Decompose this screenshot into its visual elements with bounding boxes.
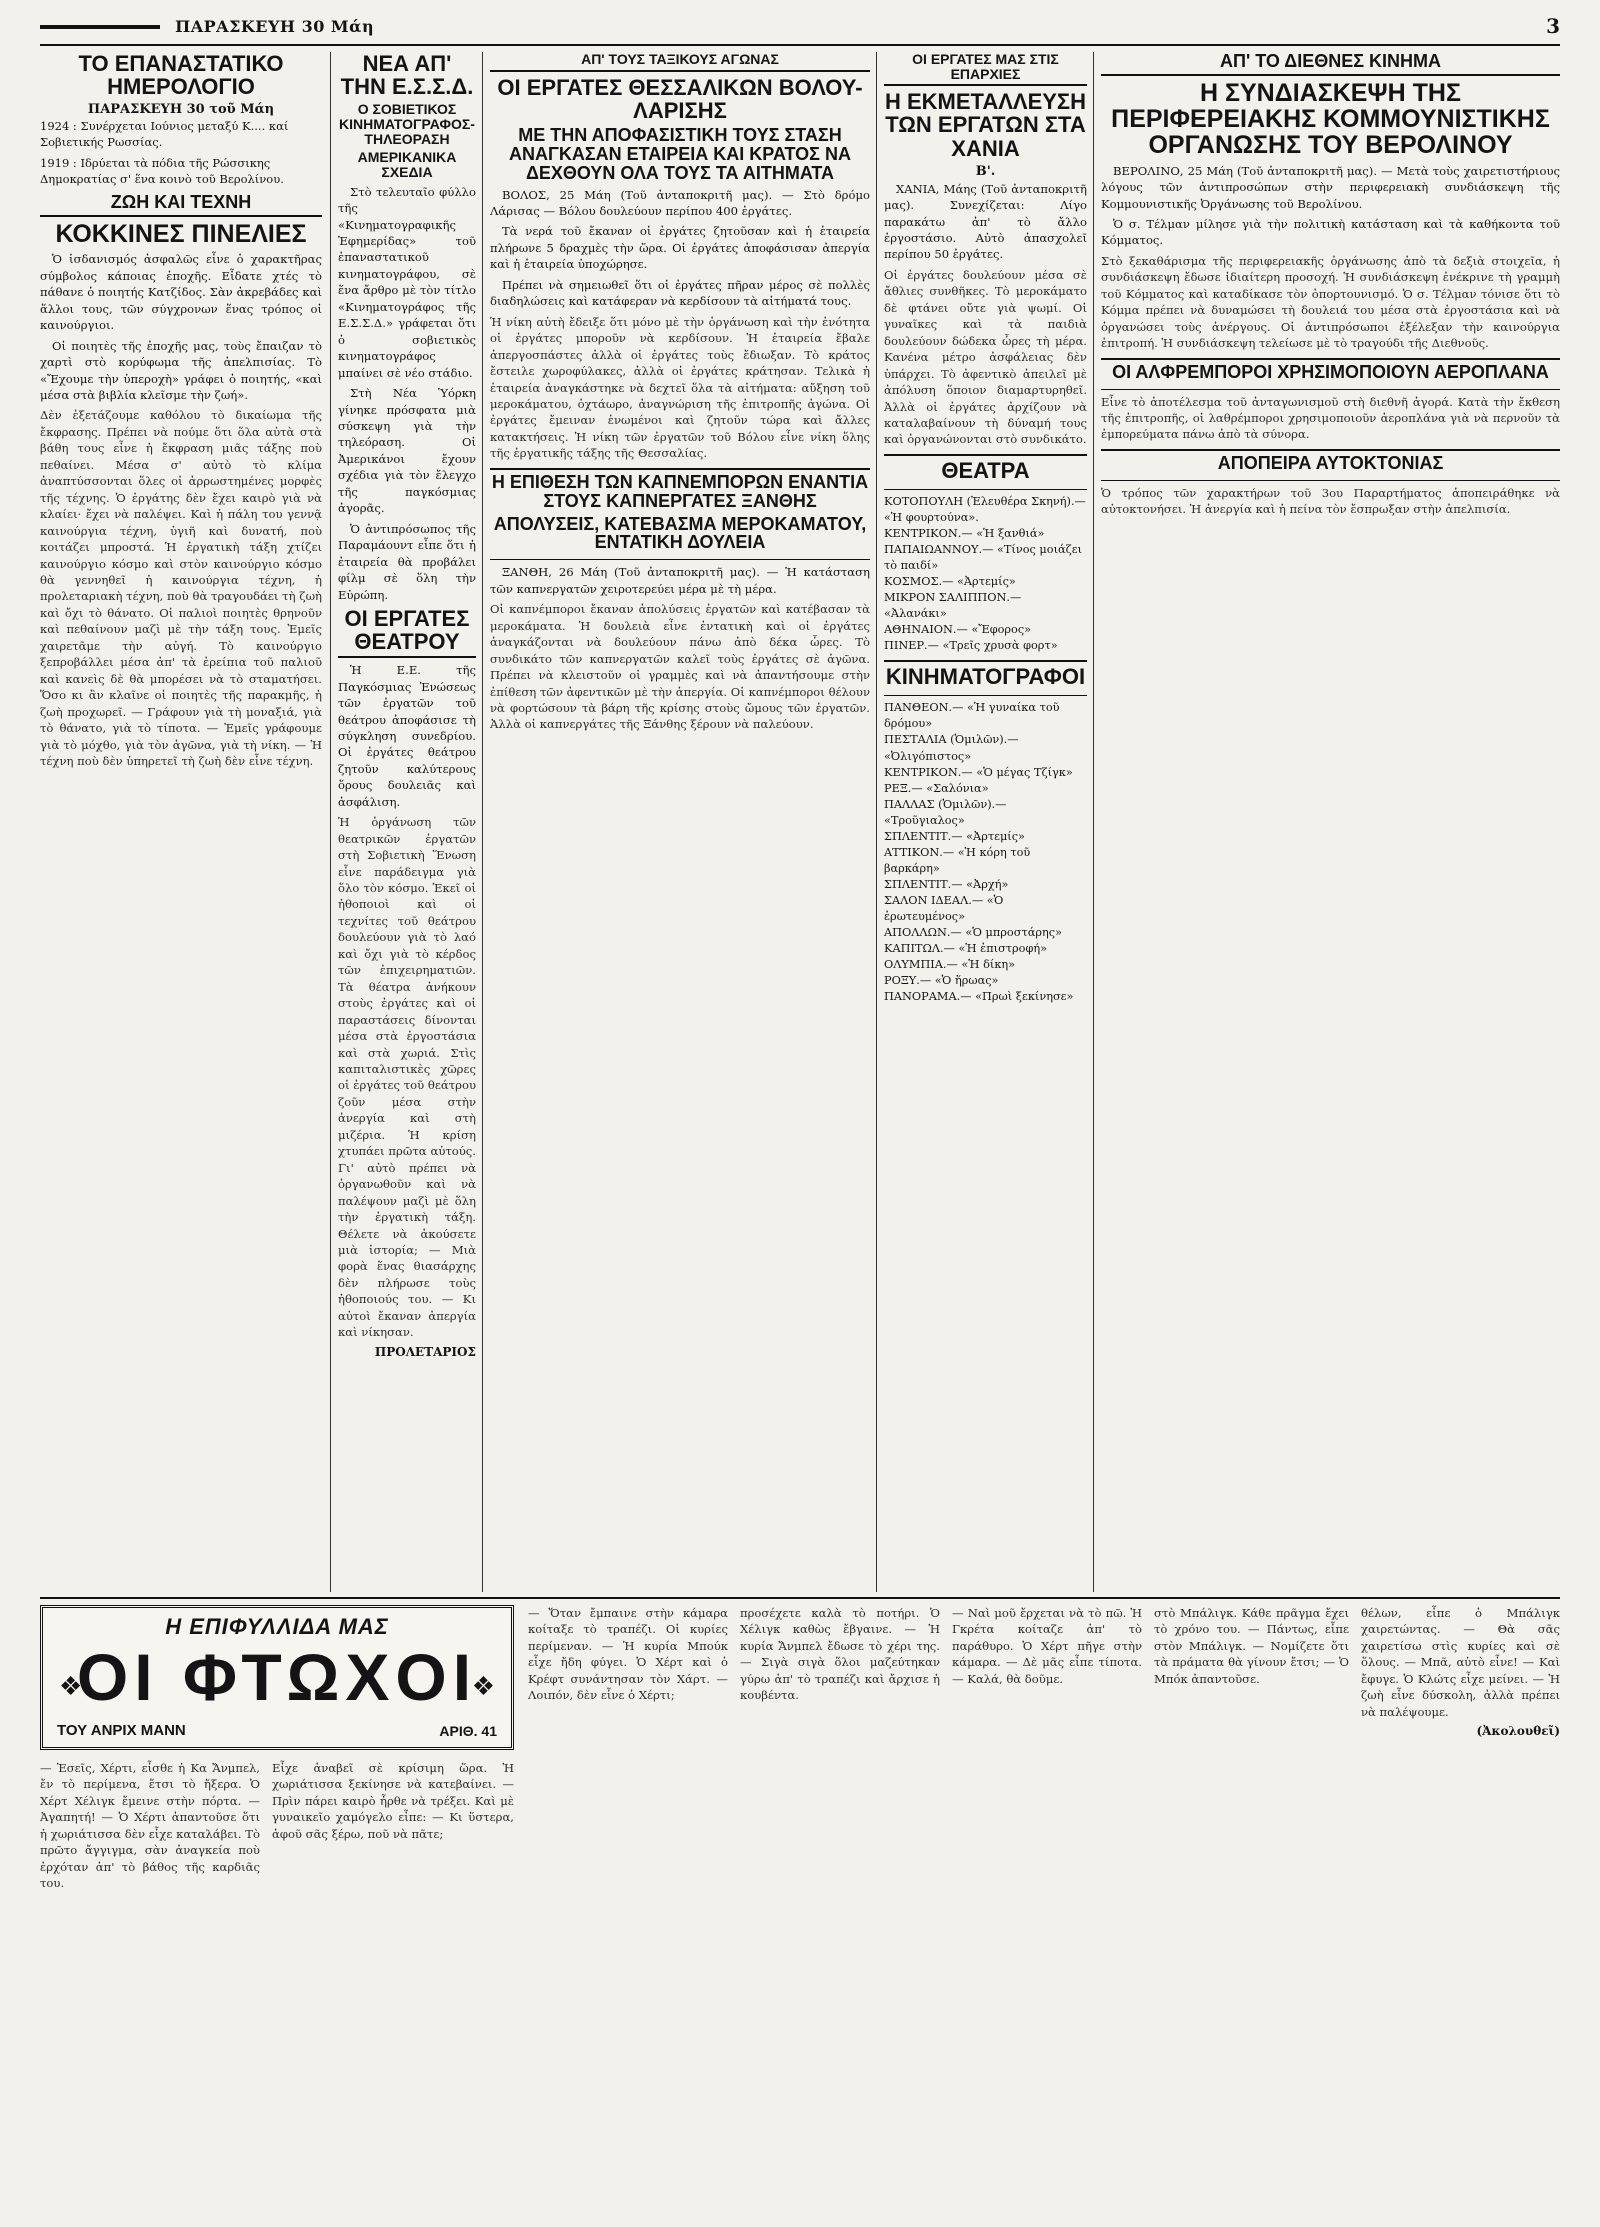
- feuilleton-column: [1154, 1605, 1349, 2215]
- chania-headline: Η ΕΚΜΕΤΑΛΛΕΥΣΗ ΤΩΝ ΕΡΓΑΤΩΝ ΣΤΑ ΧΑΝΙΑ: [884, 89, 1087, 161]
- listing-item: ΡΕΞ.— «Σαλόνια»: [884, 781, 989, 795]
- column-international: [1101, 52, 1560, 1587]
- listing-item: ΚΑΠΙΤΩΛ.— «Ἡ ἐπιστροφή»: [884, 941, 1048, 955]
- listing-item: ΚΟΣΜΟΣ.— «Ἀρτεμίς»: [884, 575, 1016, 589]
- listing-item: ΠΕΣΤΑΛΙΑ (Ὁμιλῶν).— «Ὀλιγόπιστος»: [884, 733, 1019, 763]
- suicide-attempt-headline: ΑΠΟΠΕΙΡΑ ΑΥΤΟΚΤΟΝΙΑΣ: [1217, 452, 1444, 473]
- cinemas-listing: [884, 700, 1087, 1005]
- listing-item: ΜΙΚΡΟΝ ΣΑΛΙΠΠΟΝ.— «Ἀλανάκι»: [884, 591, 1022, 621]
- column-rule: [1093, 52, 1094, 1592]
- article-paragraph: Στὸ τελευταῖο φύλλο τῆς «Κινηματογραφικῆς Ἐφημερίδας» τοῦ ἐπαναστατικοῦ κινηματογράφου, σὲ ἕνα ἄρθρο μὲ τὸν τίτλο «Κινηματογράφος τῆς Ε.Σ.Σ.Δ.» γράφεται ὅτι ὁ σοβιετικὸς κινηματογράφος μπαίνει σὲ νέο στάδιο.: [338, 184, 476, 380]
- issue-date: ΠΑΡΑΣΚΕΥΗ 30 Μάη: [175, 16, 375, 36]
- listing-item: ΣΠΛΕΝΤΙΤ.— «Ἀρτεμίς»: [884, 829, 1025, 843]
- berlin-conference-headline: Η ΣΥΝΔΙΑΣΚΕΨΗ ΤΗΣ ΠΕΡΙΦΕΡΕΙΑΚΗΣ ΚΟΜΜΟΥΝΙΣΤΙΚΗΣ ΟΡΓΑΝΩΣΗΣ ΤΟΥ ΒΕΡΟΛΙΝΟΥ: [1111, 78, 1550, 160]
- article-signature: ΠΡΟΛΕΤΑΡΙΟΣ: [374, 1344, 476, 1359]
- feuilleton-text: στὸ Μπάλιγκ. Κάθε πρᾶγμα ἔχει τὸ χρόνο του. — Πάντως, εἶπε στὸν Μπάλιγκ. — Νομίζετε ὅτι τὰ πράματα θὰ γίνουν ἔτσι; — Ὁ Μπόκ ἀπαντοῦσε.: [1154, 1606, 1349, 1686]
- column-rule: [876, 52, 877, 1592]
- calendar-subheader: ΠΑΡΑΣΚΕΥΗ 30 τοῦ Μάη: [87, 102, 275, 118]
- article-paragraph: Οἱ ποιητὲς τῆς ἐποχῆς μας, τοὺς ἔπαιζαν τὸ χαρτὶ στὸ κορύφωμα τῆς ἀπελπισίας. Τὸ «Ἔχουμε τὴν ὑπεροχὴ» γράφει ὁ ποιητής, «καὶ μέσα στὰ βιβλία κλεῖσμε τὴν ζωή».: [40, 338, 322, 403]
- feuilleton-column: [740, 1605, 940, 2215]
- feuilleton-column: [272, 1760, 514, 2215]
- listing-item: ΣΑΛΟΝ ΙΔΕΑΛ.— «Ὁ ἐρωτευμένος»: [884, 893, 1004, 923]
- column-rule: [330, 52, 331, 1592]
- listing-item: ΚΕΝΤΡΙΚΟΝ.— «Ὁ μέγας Τζίγκ»: [884, 765, 1073, 779]
- listing-item: ΑΘΗΝΑΙΟΝ.— «Ἔφορος»: [884, 623, 1032, 637]
- smugglers-box: [1101, 358, 1560, 390]
- article-body: Οἱ καπνέμποροι ἔκαναν ἀπολύσεις ἐργατῶν καὶ κατέβασαν τὰ μεροκάματα. Ἡ δουλειὰ εἶνε ἐντατικὴ καὶ οἱ ἐργάτες ἀναγκάζονται νὰ δουλεύουν πάνω ἀπὸ δέκα ὧρες. Τὸ συνδικάτο τῶν καπνεργατῶν καλεῖ τοὺς ἐργάτες σὲ ἀγῶνα. Πρέπει νὰ κλειστοῦν οἱ γραμμὲς καὶ νὰ ἀπαντήσουμε στὴν ἐπίθεση τῶν ἀφεντικῶν μὲ τὴν ἀπεργία. Οἱ καπνέμποροι θέλουν νὰ φορτώσουν τὰ βάρη τῆς κρίσης στοὺς ὤμους τῶν ἐργατῶν. Ἀλλὰ οἱ καπνεργάτες τῆς Ξάνθης ξέρουν νὰ παλεύουν.: [490, 602, 870, 732]
- listing-item: ΚΟΤΟΠΟΥΛΗ (Ἐλευθέρα Σκηνή).— «Ἡ φουρτούνα».: [884, 495, 1086, 525]
- article-paragraph: Ἡ Ε.Ε. τῆς Παγκόσμιας Ἐνώσεως τῶν ἐργατῶν τοῦ θεάτρου ἀποφάσισε τὴ σύγκληση συνεδρίου. Οἱ ἐργάτες θεάτρου ζητοῦν καλύτερους ὅρους δουλειᾶς καὶ ἀσφάλιση.: [338, 663, 476, 809]
- article-body: Εἶνε τὸ ἀποτέλεσμα τοῦ ἀνταγωνισμοῦ στὴ διεθνῆ ἀγορά. Κατὰ τὴν ἔκθεση τῆς ἐπιτροπῆς, οἱ λαθρέμποροι χρησιμοποιοῦν ἀεροπλάνα γιὰ νὰ περνοῦν τὰ ἐμπορεύματα πάνω ἀπὸ τὰ σύνορα.: [1101, 394, 1560, 442]
- listing-item: ΟΛΥΜΠΙΑ.— «Ἡ δίκη»: [884, 957, 1016, 971]
- feuilleton-text: — Ὅταν ἔμπαινε στὴν κάμαρα κοίταξε τὸ τραπέζι. Οἱ κυρίες περίμεναν. — Ἡ κυρία Μπούκ εἶχε ἤδη φύγει. Ὁ Χέρτ καὶ ὁ Κρέφτ συνάντησαν τὸν Χάρτ. — Λοιπόν, δὲν εἶνε ὁ Χέρτι;: [528, 1606, 728, 1703]
- suicide-attempt-box: [1101, 449, 1560, 481]
- cinemas-header: ΚΙΝΗΜΑΤΟΓΡΑΦΟΙ: [885, 664, 1086, 690]
- listing-item: ΡΟΞΥ.— «Ὁ ἥρωας»: [884, 973, 999, 987]
- theatre-workers-header: ΟΙ ΕΡΓΑΤΕΣ ΘΕΑΤΡΟΥ: [338, 607, 476, 658]
- article-paragraph: Ὁ σ. Τέλμαν μίλησε γιὰ τὴν πολιτικὴ κατάσταση καὶ τὰ καθήκοντα τοῦ Κόμματος.: [1101, 217, 1560, 248]
- international-kicker: ΑΠ' ΤΟ ΔΙΕΘΝΕΣ ΚΙΝΗΜΑ: [1101, 52, 1560, 76]
- volos-larissa-subheadline: ΜΕ ΤΗΝ ΑΠΟΦΑΣΙΣΤΙΚΗ ΤΟΥΣ ΣΤΑΣΗ ΑΝΑΓΚΑΣΑΝ ΕΤΑΙΡΕΙΑ ΚΑΙ ΚΡΑΤΟΣ ΝΑ ΔΕΧΘΟΥΝ ΟΛΑ ΤΟΥΣ ΤΑ ΑΙΤΗΜΑΤΑ: [509, 124, 851, 183]
- article-dateline: ΒΟΛΟΣ, 25 Μάη (Τοῦ ἀνταποκριτῆ μας). — Στὸ δρόμο Λάρισας — Βόλου δουλεύουν περίπου 400 ἐργάτες.: [490, 187, 870, 218]
- soviet-cinema-subheader: Ο ΣΟΒΙΕΤΙΚΟΣ ΚΙΝΗΜΑΤΟΓΡΑΦΟΣ-ΤΗΛΕΟΡΑΣΗ: [339, 101, 475, 147]
- feuilleton-number: ΑΡΙΘ. 41: [439, 1723, 497, 1739]
- smugglers-headline: ΟΙ ΑΛΦΡΕΜΠΟΡΟΙ ΧΡΗΣΙΜΟΠΟΙΟΥΝ ΑΕΡΟΠΛΑΝΑ: [1112, 361, 1549, 382]
- article-dateline: ΞΑΝΘΗ, 26 Μάη (Τοῦ ἀνταποκριτῆ μας). — Ἡ κατάσταση τῶν καπνεργατῶν χειροτερεύει μέρα μὲ τὴ μέρα.: [490, 565, 870, 596]
- feuilleton-text: προσέχετε καλὰ τὸ ποτήρι. Ὁ Χέλιγκ καθὼς ἔβγαινε. — Ἡ κυρία Ἄνμπελ ἔδωσε τὸ χέρι της. — Σιγὰ σιγὰ ὅλοι μαζεύτηκαν γύρω ἀπ' τὸ τραπέζι καὶ ἄρχισε ἡ κουβέντα.: [740, 1606, 940, 1703]
- listing-item: ΑΠΟΛΛΩΝ.— «Ὁ μπροστάρης»: [884, 925, 1062, 939]
- xanthi-article-header: [490, 468, 870, 561]
- cinemas-box: [884, 660, 1087, 696]
- column-ussr-news: [338, 52, 476, 1587]
- theatres-listing: [884, 494, 1087, 654]
- theatres-header: ΘΕΑΤΡΑ: [941, 457, 1030, 483]
- column-class-struggles: [490, 52, 870, 1587]
- column-rule: [482, 52, 483, 1592]
- xanthi-headline: Η ΕΠΙΘΕΣΗ ΤΩΝ ΚΑΠΝΕΜΠΟΡΩΝ ΕΝΑΝΤΙΑ ΣΤΟΥΣ ΚΑΠΝΕΡΓΑΤΕΣ ΞΑΝΘΗΣ: [491, 471, 869, 511]
- article-paragraph: Ὁ ἀντιπρόσωπος τῆς Παραμάουντ εἶπε ὅτι ἡ ἐταιρεία θὰ προβάλει φίλμ σὲ ὅλη τὴν Εὐρώπη.: [338, 521, 476, 602]
- ornament-icon: ❖: [59, 1672, 83, 1702]
- page-number: 3: [1546, 14, 1560, 38]
- article-body: Στὸ ξεκαθάρισμα τῆς περιφερειακῆς ὀργάνωσης ἀπὸ τὰ δεξιὰ στοιχεῖα, ἡ συνδιάσκεψη ἔδωσε ἰδιαίτερη προσοχή. Ἡ συνδιάσκεψη ἐνέκρινε τὴ γραμμὴ τοῦ Κόμματος καὶ καταδίκασε τὸν ὀπορτουνισμό. Ὁ σ. Τέλμαν τόνισε ὅτι τὸ Κόμμα πρέπει νὰ δυναμώσει τὴ δουλειά του μέσα στὰ ἐργοστάσια καὶ νὰ ὀργανώσει τοὺς ἀνέργους. Οἱ ἀντιπρόσωποι ἐξέλεξαν τὴν καινούργια ἐπιτροπή. Ἡ συνδιάσκεψη τελείωσε μὲ τὸ τραγούδι τῆς Διεθνοῦς.: [1101, 253, 1560, 351]
- feuilleton-column: [528, 1605, 728, 2215]
- masthead-date-block: [40, 17, 374, 36]
- feuilleton-column: [1361, 1605, 1560, 2215]
- article-body: Ἡ ὀργάνωση τῶν θεατρικῶν ἐργατῶν στὴ Σοβιετικὴ Ἕνωση εἶνε παράδειγμα γιὰ ὅλο τὸν κόσμο. Ἐκεῖ οἱ ἠθοποιοὶ καὶ οἱ τεχνίτες τοῦ θεάτρου δουλεύουν γιὰ τὸ λαό καὶ ὄχι γιὰ τὸ κέρδος τῶν ἐπιχειρηματιῶν. Τὰ θέατρα ἀνήκουν στοὺς ἐργάτες καὶ οἱ παραστάσεις δίνονται μέσα στὰ ἐργοστάσια καὶ στὰ χωριά. Στὶς καπιταλιστικὲς χῶρες οἱ ἐργάτες τοῦ θεάτρου ζοῦν μέσα στὴν ἀνεργία καὶ στὴ μιζέρια. Ἡ κρίση χτυπάει πρῶτα αὐτούς. Γι' αὐτὸ πρέπει νὰ ὀργανωθοῦν καὶ νὰ παλέψουν μαζὶ μὲ ὅλη τὴν ἐργατικὴ τάξη. Θέλετε νὰ ἀκούσετε μιὰ ἱστορία; — Μιὰ φορὰ ἕνας θιασάρχης δὲν πλήρωσε τοὺς ἠθοποιούς του. — Κι αὐτοὶ ἔκαναν ἀπεργία καὶ νίκησαν.: [338, 815, 476, 1340]
- article-body: Ἡ νίκη αὐτὴ ἔδειξε ὅτι μόνο μὲ τὴν ὀργάνωση καὶ τὴν ἑνότητα οἱ ἐργάτες μποροῦν νὰ κερδίσουν. Ἡ ἑταιρεία ἔβαλε ἀπεργοσπάστες ἀλλὰ οἱ ἐργάτες τοὺς ἔδιωξαν. Τὸ κράτος ἔστειλε χωροφύλακες, ἀλλὰ οἱ ἐργάτες κράτησαν. Τελικὰ ἡ ἑταιρεία ἀναγκάστηκε νὰ δεχτεῖ ὅλα τὰ αἰτήματα: αὔξηση τοῦ μεροκάματου, ὀχτάωρο, ἀναγνώριση τῆς ἐπιτροπῆς ἀγώνα. Οἱ ἐργάτες ἔμειναν ἑνωμένοι καὶ ζητοῦν τώρα καὶ ἄλλες κατακτήσεις. Ἡ νίκη τῶν ἐργατῶν τοῦ Βόλου εἶνε νίκη ὅλης τῆς ἐργατικῆς τάξης τῆς Θεσσαλίας.: [490, 314, 870, 461]
- chania-part-number: Β'.: [975, 163, 996, 179]
- article-title-red-brushstrokes: ΚΟΚΚΙΝΕΣ ΠΙΝΕΛΙΕΣ: [55, 220, 307, 249]
- listing-item: ΠΑΠΑΙΩΑΝΝΟΥ.— «Τίνος μοιάζει τὸ παιδί»: [884, 543, 1083, 573]
- calendar-entry: 1919 : Ιδρύεται τὰ πόδια τῆς Ρώσσικης Δημοκρατίας σ' ἕνα κοινὸ τοῦ Βερολίνου.: [40, 156, 284, 186]
- volos-larissa-headline: ΟΙ ΕΡΓΑΤΕΣ ΘΕΣΣΑΛΙΚΩΝ ΒΟΛΟΥ-ΛΑΡΙΣΗΣ: [497, 74, 863, 123]
- feuilleton-title-box: [40, 1605, 514, 1750]
- feuilleton-text: — Ἐσεῖς, Χέρτι, εἶσθε ἡ Κα Ἄνμπελ, ἔν τὸ περίμενα, ἔτσι τὸ ἤξερα. Ὁ Χέρτ Χέλιγκ ἔμεινε στὴν πόρτα. — Ἀγαπητή! — Ὁ Χέρτι ἀπαντοῦσε ὅτι ἡ χωριάτισσα δὲν εἶχε καταλάβει. Τὸ πρῶτο ἄγγιγμα, σὰν ἀναγκεία ποὺ ἐρχόταν ἀπ' τὸ βάθος τῆς καρδιᾶς του.: [40, 1761, 260, 1891]
- article-body: Ὁ τρόπος τῶν χαρακτήρων τοῦ 3ου Παραρτήματος ἀποπειράθηκε νὰ αὐτοκτονήσει. Ἡ ἀνεργία καὶ ἡ πείνα τὸν ἔσπρωξαν στὴν ἀπελπισία.: [1101, 485, 1560, 517]
- article-paragraph: ΧΑΝΙΑ, Μάης (Τοῦ ἀνταποκριτῆ μας). Συνεχίζεται: Λίγο παρακάτω ἀπ' τὸ ἄλλο ἐργοστάσιο. Αὐτὸ ἀπασχολεῖ περίπου 50 ἐργάτες.: [884, 181, 1087, 262]
- continued-note: (Ἀκολουθεῖ): [1476, 1724, 1560, 1739]
- provinces-kicker: ΟΙ ΕΡΓΑΤΕΣ ΜΑΣ ΣΤΙΣ ΕΠΑΡΧΙΕΣ: [884, 52, 1087, 86]
- article-paragraph: Πρέπει νὰ σημειωθεῖ ὅτι οἱ ἐργάτες πῆραν μέρος σὲ πολλὲς διαδηλώσεις καὶ κατάφεραν νὰ κερδίσουν τὰ αἰτήματά τους.: [490, 277, 870, 309]
- listing-item: ΠΑΝΘΕΟΝ.— «Ἡ γυναίκα τοῦ δρόμου»: [884, 701, 1060, 731]
- theatres-box: [884, 454, 1087, 490]
- section-header-life-and-art: ΖΩΗ ΚΑΙ ΤΕΧΝΗ: [40, 193, 322, 217]
- xanthi-subheadline: ΑΠΟΛΥΣΕΙΣ, ΚΑΤΕΒΑΣΜΑ ΜΕΡΟΚΑΜΑΤΟΥ, ΕΝΤΑΤΙΚΗ ΔΟΥΛΕΙΑ: [493, 513, 867, 553]
- masthead-bar: [40, 25, 160, 29]
- article-paragraph: Στὴ Νέα Ὑόρκη γίνηκε πρόσφατα μιὰ σύσκεψη γιὰ τὴν τηλεόραση. Οἱ Ἀμερικάνοι ἔχουν σχέδια γιὰ τὸν ἔλεγχο τῆς παγκόσμιας ἀγορᾶς.: [338, 386, 476, 516]
- feuilleton-column: [952, 1605, 1142, 2215]
- listing-item: ΠΑΛΛΑΣ (Ὁμιλῶν).— «Τροῦγιαλος»: [884, 797, 1007, 827]
- feuilleton-text: — Ναὶ μοῦ ἔρχεται νὰ τὸ πῶ. Ἡ Γκρέτα κοίταζε ἀπ' τὸ παράθυρο. Ὁ Χέρτ πῆγε στὴν κάμαρα. — Δὲ μᾶς εἶπε τίποτα. — Καλά, θὰ δοῦμε.: [952, 1606, 1142, 1686]
- calendar-entry: 1924 : Συνέρχεται Ιούνιος μεταξύ Κ.... καί Σοβιετικής Ρωσσίας.: [40, 119, 289, 149]
- feuilleton-text: Εἶχε ἀναβεῖ σὲ κρίσιμη ὥρα. Ἡ χωριάτισσα ξεκίνησε νὰ κατεβαίνει. — Πρὶν πάρει καιρὸ ἦρθε νὰ τρέξει. Καὶ μὲ γυναικεῖο χαμόγελο εἶπε: — Κι ὕστερα, ἀφοῦ σᾶς ξέρω, ποῦ νὰ πᾶτε;: [272, 1761, 514, 1841]
- listing-item: ΠΙΝΕΡ.— «Τρεῖς χρυσὰ φορτ»: [884, 639, 1058, 653]
- listing-item: ΠΑΝΟΡΑΜΑ.— «Πρωὶ ξεκίνησε»: [884, 989, 1074, 1003]
- article-paragraph: Τὰ νερά τοῦ ἔκαναν οἱ ἐργάτες ζητοῦσαν καὶ ἡ ἑταιρεία πλήρωνε 5 δραχμὲς τὴν ὥρα. Οἱ ἐργάτες ἀποφάσισαν ἀπεργία καὶ ἡ ἑταιρεία ὑποχώρησε.: [490, 224, 870, 272]
- listing-item: ΑΤΤΙΚΟΝ.— «Ἡ κόρη τοῦ βαρκάρη»: [884, 845, 1031, 875]
- article-body: Δὲν ἐξετάζουμε καθόλου τὸ δικαίωμα τῆς ἔκφρασης. Πρέπει νὰ πούμε ὅτι ὅλα αὐτὰ στὰ βάθη τους εἶνε ἡ ἔκφραση μιᾶς τάξης ποὺ πεθαίνει. Μέσα σ' αὐτὸ τὸ κλίμα ἀναπτύσσονται ὅλες οἱ ἀρρωστημένες μορφὲς τῆς τέχνης. Ὁ ἐργάτης δὲν ἔχει καιρὸ γιὰ νὰ κλαίει· ἔχει νὰ παλέψει. Καὶ ἡ πάλη του γεννᾷ καινούργια τέχνη, ὑγιῆ καὶ δυνατή, ποὺ κοιτάζει μπροστά. Ἡ ἐργατικὴ τάξη χτίζει καινούργιο κόσμο καὶ στὸν καινούργιο κόσμο θὰ γεννηθεῖ ἡ καινούργια τέχνη, ἡ προλεταριακὴ τέχνη, ποὺ θὰ τραγουδάει τὴ ζωὴ καὶ ὄχι τὸ θάνατο. Οἱ παλιοὶ ποιητὲς θρηνοῦν καὶ πεθαίνουν μαζὶ μὲ τὴν τάξη τους. Ἐμεῖς χαιρετᾶμε τὴν αὐγή. Τὸ καινούργιο ξεπροβάλλει μέσα ἀπ' τὰ ἐρείπια τοῦ παλιοῦ καὶ κανεὶς δὲ θὰ μπορέσει νὰ τὸ σταματήσει. Ὅσο κι ἂν κλαῖνε οἱ ποιητὲς τῆς παρακμῆς, ἡ ζωὴ προχωρεῖ. — Γράφουν γιὰ τὴ μοναξιά, γιὰ τὸ θάνατο, γιὰ τὸ τίποτα. — Ἐμεῖς γράφουμε γιὰ τὸ μόχθο, γιὰ τὸν ἀγῶνα, γιὰ τὴ νίκη. — Ἡ τέχνη ποὺ δὲν ὑπηρετεῖ τὴ ζωὴ δὲν εἶνε τέχνη.: [40, 408, 322, 768]
- listing-item: ΚΕΝΤΡΙΚΟΝ.— «Ἡ ξανθιά»: [884, 527, 1045, 541]
- feuilleton-text: θέλων, εἶπε ὁ Μπάλιγκ χαιρετώντας. — Θὰ σᾶς χαιρετίσω στὶς κυρίες καὶ σὲ ὅλους. — Μπᾶ, αὐτὸ εἶνε! — Καὶ ἔφυγε. Ὁ Κλώτς εἶχε μείνει. — Ἡ ζωὴ εἶνε δύσκολη, ἀλλὰ πρέπει νὰ παλέψουμε.: [1361, 1606, 1560, 1719]
- masthead: [40, 8, 1560, 46]
- column-provinces: [884, 52, 1087, 1587]
- feuilleton-title: ΟΙ ΦΤΩΧΟΙ: [76, 1640, 478, 1714]
- calendar-header: ΤΟ ΕΠΑΝΑΣΤΑΤΙΚΟ ΗΜΕΡΟΛΟΓΙΟ: [78, 52, 284, 100]
- feuilleton-tagline: Η ΕΠΙΦΥΛΛΙΔΑ ΜΑΣ: [165, 1614, 389, 1639]
- feuilleton-author: ΤΟΥ ΑΝΡΙΧ ΜΑΝΝ: [57, 1722, 186, 1739]
- article-paragraph: Ὁ ἰσδανισμός ἀσφαλῶς εἶνε ὁ χαρακτῆρας σύμβολος κάποιας ἐποχῆς. Εἶδατε χτές τὸ πάθανε ὁ ποιητής Κατζίδος. Σὰν ἀκρεβάδες καὶ ἅλλοι τους, τῶν σύγχρονων ἕνας τρόπος οἱ καινούργιοι.: [40, 252, 322, 333]
- feuilleton-separator: [40, 1597, 1560, 1599]
- article-dateline: ΒΕΡΟΛΙΝΟ, 25 Μάη (Τοῦ ἀνταποκριτῆ μας). — Μετὰ τοὺς χαιρετιστήριους λόγους τῶν ἀντιπροσώπων στὴν περιφερειακὴ συνδιάσκεψη τῆς Κομμουνιστικῆς Ὀργάνωσης τοῦ Βερολίνου.: [1101, 163, 1560, 211]
- listing-item: ΣΠΛΕΝΤΙΤ.— «Ἀρχή»: [884, 877, 1009, 891]
- ussr-news-header: ΝΕΑ ΑΠ' ΤΗΝ Ε.Σ.Σ.Δ.: [340, 52, 474, 100]
- feuilleton-column: [40, 1760, 260, 2215]
- column-revolutionary-calendar: [40, 52, 322, 1587]
- ornament-icon: ❖: [471, 1672, 495, 1702]
- american-plans-subheader: ΑΜΕΡΙΚΑΝΙΚΑ ΣΧΕΔΙΑ: [357, 149, 457, 180]
- article-body: Οἱ ἐργάτες δουλεύουν μέσα σὲ ἄθλιες συνθῆκες. Τὸ μεροκάματο δὲ φτάνει οὔτε γιὰ ψωμί. Οἱ γυναῖκες καὶ τὰ παιδιὰ δουλεύουν δώδεκα ὧρες τὴ μέρα. Κανένα μέτρο ἀσφάλειας δὲν ὑπάρχει. Τὸ ἀφεντικὸ ἀπειλεῖ μὲ ἀπόλυση ὅποιον διαμαρτυρηθεῖ. Ἀλλὰ οἱ ἐργάτες ἀρχίζουν νὰ καταλαβαίνουν τὴ δύναμή τους καὶ ὀργανώνονται στὸ συνδικάτο.: [884, 267, 1087, 447]
- class-struggles-kicker: ΑΠ' ΤΟΥΣ ΤΑΞΙΚΟΥΣ ΑΓΩΝΑΣ: [490, 52, 870, 72]
